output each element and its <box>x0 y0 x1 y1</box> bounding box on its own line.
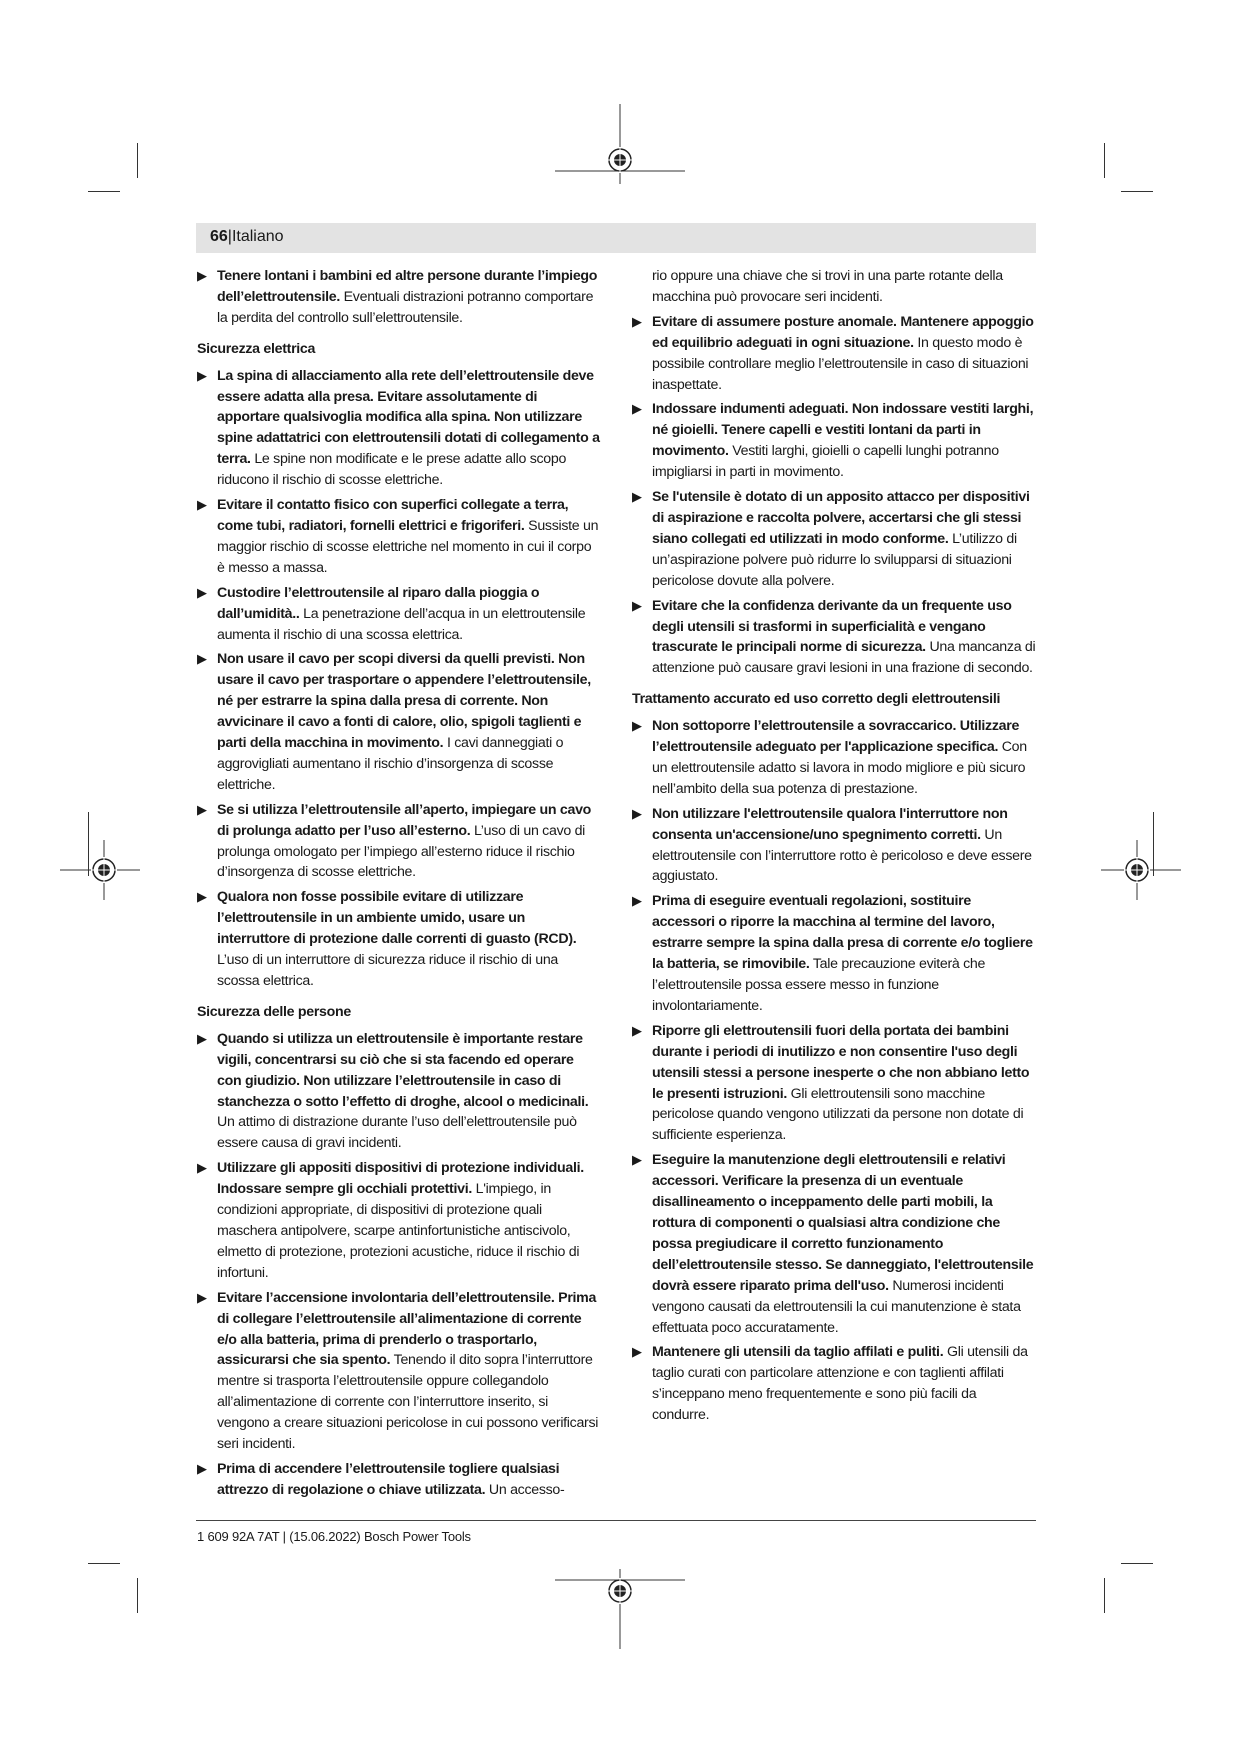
header-language: Italiano <box>231 228 284 245</box>
crop-mark <box>1104 143 1105 178</box>
instruction-bold-text: Indossare indumenti adeguati. Non indossare vestiti larghi, né gioielli. Tenere capelli e vestiti lontani da parti in movimento. <box>652 401 1034 460</box>
bullet-arrow-icon: ▶ <box>632 489 642 505</box>
safety-instruction <box>197 1158 601 1283</box>
instruction-explanation: Numerosi incidenti vengono causati da elettroutensili la cui manutenzione è stata effettuata poco accuratamente. <box>652 1277 1021 1336</box>
safety-instruction <box>632 399 1036 483</box>
instruction-bold-text: Custodire l’elettroutensile al riparo dalla pioggia o dall’umidità.. <box>217 584 540 622</box>
instruction-bold-text: Quando si utilizza un elettroutensile è importante restare vigili, concentrarsi su ciò che si sta facendo ed operare con giudizio. Non utilizzare l’elettroutensile in caso di stanchezza o sotto l’effetto di droghe, alcool o medicinali. <box>217 1030 589 1110</box>
safety-instruction <box>632 1342 1036 1426</box>
safety-instruction <box>197 887 601 992</box>
instruction-bold-text: Tenere lontani i bambini ed altre persone durante l’impiego dell’elettroutensile. <box>217 268 598 305</box>
right-column <box>632 266 1036 1430</box>
left-column <box>197 266 601 1505</box>
bullet-arrow-icon: ▶ <box>197 801 207 817</box>
bullet-arrow-icon: ▶ <box>197 1460 207 1476</box>
bullet-arrow-icon: ▶ <box>197 268 207 283</box>
footer-rule <box>196 1520 1036 1521</box>
paragraph-continuation: rio oppure una chiave che si trovi in una parte rotante della macchina può provocare seri incidenti. <box>652 268 1003 305</box>
registration-mark-icon <box>1101 840 1181 900</box>
instruction-explanation: Tale precauzione eviterà che l’elettroutensile possa essere messo in funzione involontariamente. <box>652 956 986 1014</box>
instruction-bold-text: Evitare l’accensione involontaria dell’elettroutensile. Prima di collegare l’elettroutensile all’alimentazione di corrente e/o alla batteria, prima di prenderlo o trasportarlo, assicurarsi che sia spento. <box>217 1289 597 1369</box>
crop-mark <box>1121 191 1153 192</box>
instruction-bold-text: Se l'utensile è dotato di un apposito attacco per dispositivi di aspirazione e raccolta polvere, accertarsi che gli stessi siano collegati ed utilizzati in modo conforme. <box>652 489 1030 547</box>
safety-instruction <box>197 1459 601 1501</box>
instruction-bold-text: Non sottoporre l’elettroutensile a sovraccarico. Utilizzare l’elettroutensile adeguato per l'applicazione specifica. <box>652 718 1020 756</box>
instruction-explanation: Sussiste un maggior rischio di scosse elettriche nel momento in cui il corpo è messo a massa. <box>217 517 599 576</box>
bullet-arrow-icon: ▶ <box>632 401 642 417</box>
instruction-explanation: Una mancanza di attenzione può causare gravi lesioni in una frazione di secondo. <box>652 639 1036 677</box>
bullet-arrow-icon: ▶ <box>197 651 207 667</box>
instruction-bold-text: Evitare di assumere posture anomale. Mantenere appoggio ed equilibrio adeguati in ogni situazione. <box>652 313 1034 351</box>
instruction-explanation: In questo modo è possibile controllare meglio l’elettroutensile in caso di situazioni inaspettate. <box>652 334 1029 393</box>
instruction-bold-text: Eseguire la manutenzione degli elettroutensili e relativi accessori. Verificare la presenza di un eventuale disallineamento o inceppamento delle parti mobili, la rottura di componenti o qualsiasi altra condizione che possa pregiudicare il corretto funzionamento dell’elettroutensile stesso. Se danneggiato, l'elettroutensile dovrà essere riparato prima dell'uso. <box>652 1152 1034 1294</box>
instruction-explanation: L’uso di un interruttore di sicurezza riduce il rischio di una scossa elettrica. <box>217 952 558 989</box>
bullet-arrow-icon: ▶ <box>197 584 207 600</box>
instruction-bold-text: Qualora non fosse possibile evitare di utilizzare l’elettroutensile in un ambiente umido, usare un interruttore di protezione dalle correnti di guasto (RCD). <box>217 889 577 948</box>
bullet-arrow-icon: ▶ <box>632 313 642 329</box>
instruction-explanation: L’utilizzo di un’aspirazione polvere può ridurre lo svilupparsi di situazioni pericolose dovute alla polvere. <box>652 530 1017 589</box>
safety-instruction <box>197 583 601 646</box>
bullet-arrow-icon: ▶ <box>197 367 207 383</box>
bullet-arrow-icon: ▶ <box>632 1022 642 1038</box>
safety-instruction <box>632 1150 1036 1338</box>
crop-mark <box>137 1578 138 1613</box>
instruction-bold-text: Riporre gli elettroutensili fuori della portata dei bambini durante i periodi di inutilizzo e non consentire l'uso degli utensili stessi a persone inesperte o che non abbiano letto le presenti istruzioni. <box>652 1022 1030 1102</box>
page-header <box>210 227 284 247</box>
instruction-bold-text: Se si utilizza l’elettroutensile all’aperto, impiegare un cavo di prolunga adatto per l’uso all’esterno. <box>217 801 592 839</box>
bullet-arrow-icon: ▶ <box>197 1160 207 1176</box>
safety-instruction <box>632 312 1036 396</box>
instruction-explanation: L'impiego, in condizioni appropriate, di dispositivi di protezione quali maschera antipolvere, scarpe antinfortunistiche antiscivolo, elmetto di protezione, protezioni acustiche, riduce il rischio di infortuni. <box>217 1181 580 1281</box>
bullet-arrow-icon: ▶ <box>632 1152 642 1168</box>
safety-instruction <box>197 366 601 491</box>
instruction-explanation: Un accesso- <box>485 1481 565 1498</box>
instruction-explanation: La penetrazione dell’acqua in un elettroutensile aumenta il rischio di una scossa elettrica. <box>217 605 586 643</box>
instruction-bold-text: Prima di eseguire eventuali regolazioni, sostituire accessori o riporre la macchina al termine del lavoro, estrarre sempre la spina dalla presa di corrente e/o togliere la batteria, se rimovibile. <box>652 893 1033 973</box>
instruction-explanation: Con un elettroutensile adatto si lavora in modo migliore e più sicuro nell’ambito della sua potenza di prestazione. <box>652 739 1027 797</box>
instruction-explanation: Vestiti larghi, gioielli o capelli lunghi potranno impigliarsi in parti in movimento. <box>652 443 999 481</box>
safety-instruction <box>197 495 601 579</box>
safety-instruction <box>632 1021 1036 1146</box>
instruction-bold-text: Utilizzare gli appositi dispositivi di protezione individuali. Indossare sempre gli occhiali protettivi. <box>217 1160 584 1198</box>
bullet-arrow-icon: ▶ <box>197 1030 207 1046</box>
instruction-explanation: Un elettroutensile con l’interruttore rotto è pericoloso e deve essere aggiustato. <box>652 826 1032 885</box>
instruction-explanation: Un attimo di distrazione durante l’uso dell’elettroutensile può essere causa di gravi incidenti. <box>217 1114 577 1152</box>
registration-mark-icon <box>60 840 140 900</box>
registration-mark-icon <box>555 1569 685 1649</box>
safety-instruction <box>197 1288 601 1455</box>
bullet-arrow-icon: ▶ <box>632 1344 642 1360</box>
registration-mark-icon <box>555 104 685 184</box>
instruction-explanation: I cavi danneggiati o aggrovigliati aumentano il rischio d’insorgenza di scosse elettriche. <box>217 735 564 793</box>
safety-instruction <box>197 1029 601 1154</box>
instruction-bold-text: Non usare il cavo per scopi diversi da quelli previsti. Non usare il cavo per trasportare o appendere l’elettroutensile, né per estrarre la spina dalla presa di corrente. Non avvicinare il cavo a fonti di calore, olio, spigoli taglienti e parti della macchina in movimento. <box>217 651 591 752</box>
safety-instruction <box>197 800 601 884</box>
instruction-explanation: Eventuali distrazioni potranno comportare la perdita del controllo sull’elettroutensile. <box>217 288 594 326</box>
instruction-explanation: Gli utensili da taglio curati con particolare attenzione e con taglienti affilati s’inceppano meno frequentemente e sono più facili da condurre. <box>652 1344 1028 1424</box>
safety-instruction <box>632 716 1036 800</box>
safety-instruction <box>632 804 1036 888</box>
instruction-bold-text: Evitare che la confidenza derivante da un frequente uso degli utensili si trasformi in superficialità e vengano trascurate le principali norme di sicurezza. <box>652 597 1012 656</box>
bullet-arrow-icon: ▶ <box>632 597 642 613</box>
header-separator: | <box>227 228 232 245</box>
crop-mark <box>88 191 120 192</box>
instruction-bold-text: Mantenere gli utensili da taglio affilati e puliti. <box>652 1344 944 1361</box>
section-heading: Sicurezza delle persone <box>197 1003 351 1020</box>
bullet-arrow-icon: ▶ <box>197 497 207 513</box>
bullet-arrow-icon: ▶ <box>632 805 642 821</box>
instruction-bold-text: La spina di allacciamento alla rete dell’elettroutensile deve essere adatta alla presa. Evitare assolutamente di apportare qualsivoglia modifica alla spina. Non utilizzare spine adattatrici con elettroutensili dotati di collegamento a terra. <box>217 367 600 468</box>
instruction-explanation: Gli elettroutensili sono macchine pericolose quando vengono utilizzati da persone non dotate di sufficiente esperienza. <box>652 1085 1024 1144</box>
crop-mark <box>88 1563 120 1564</box>
instruction-explanation: Le spine non modificate e le prese adatte allo scopo riducono il rischio di scosse elettriche. <box>217 451 567 489</box>
bullet-arrow-icon: ▶ <box>197 1289 207 1305</box>
page-number: 66 <box>210 228 228 245</box>
crop-mark <box>137 143 138 178</box>
instruction-explanation: Tenendo il dito sopra l’interruttore mentre si trasporta l’elettroutensile oppure collegandolo all’alimentazione di corrente con l’interruttore inserito, si vengono a creare situazioni pericolose in cui possono verificarsi seri incidenti. <box>217 1352 599 1453</box>
instruction-bold-text: Evitare il contatto fisico con superfici collegate a terra, come tubi, radiatori, fornelli elettrici e frigoriferi. <box>217 497 569 534</box>
section-heading: Sicurezza elettrica <box>197 340 316 357</box>
bullet-arrow-icon: ▶ <box>632 893 642 909</box>
instruction-explanation: L’uso di un cavo di prolunga omologato per l’impiego all’esterno riduce il rischio d’insorgenza di scosse elettriche. <box>217 822 586 881</box>
instruction-bold-text: Prima di accendere l’elettroutensile togliere qualsiasi attrezzo di regolazione o chiave utilizzata. <box>217 1460 560 1498</box>
section-heading: Trattamento accurato ed uso corretto degli elettroutensili <box>632 691 1001 708</box>
safety-instruction <box>197 649 601 795</box>
page-header-bar <box>196 223 1036 253</box>
crop-mark <box>1104 1578 1105 1613</box>
safety-instruction <box>632 596 1036 680</box>
crop-mark <box>1121 1563 1153 1564</box>
bullet-arrow-icon: ▶ <box>197 889 207 905</box>
safety-instruction <box>632 487 1036 592</box>
footer-text: 1 609 92A 7AT | (15.06.2022) Bosch Power Tools <box>197 1529 471 1544</box>
safety-instruction <box>197 266 601 329</box>
safety-instruction <box>632 891 1036 1016</box>
instruction-bold-text: Non utilizzare l'elettroutensile qualora l'interruttore non consenta un'accensione/uno spegnimento corretti. <box>652 805 1008 843</box>
bullet-arrow-icon: ▶ <box>632 718 642 734</box>
